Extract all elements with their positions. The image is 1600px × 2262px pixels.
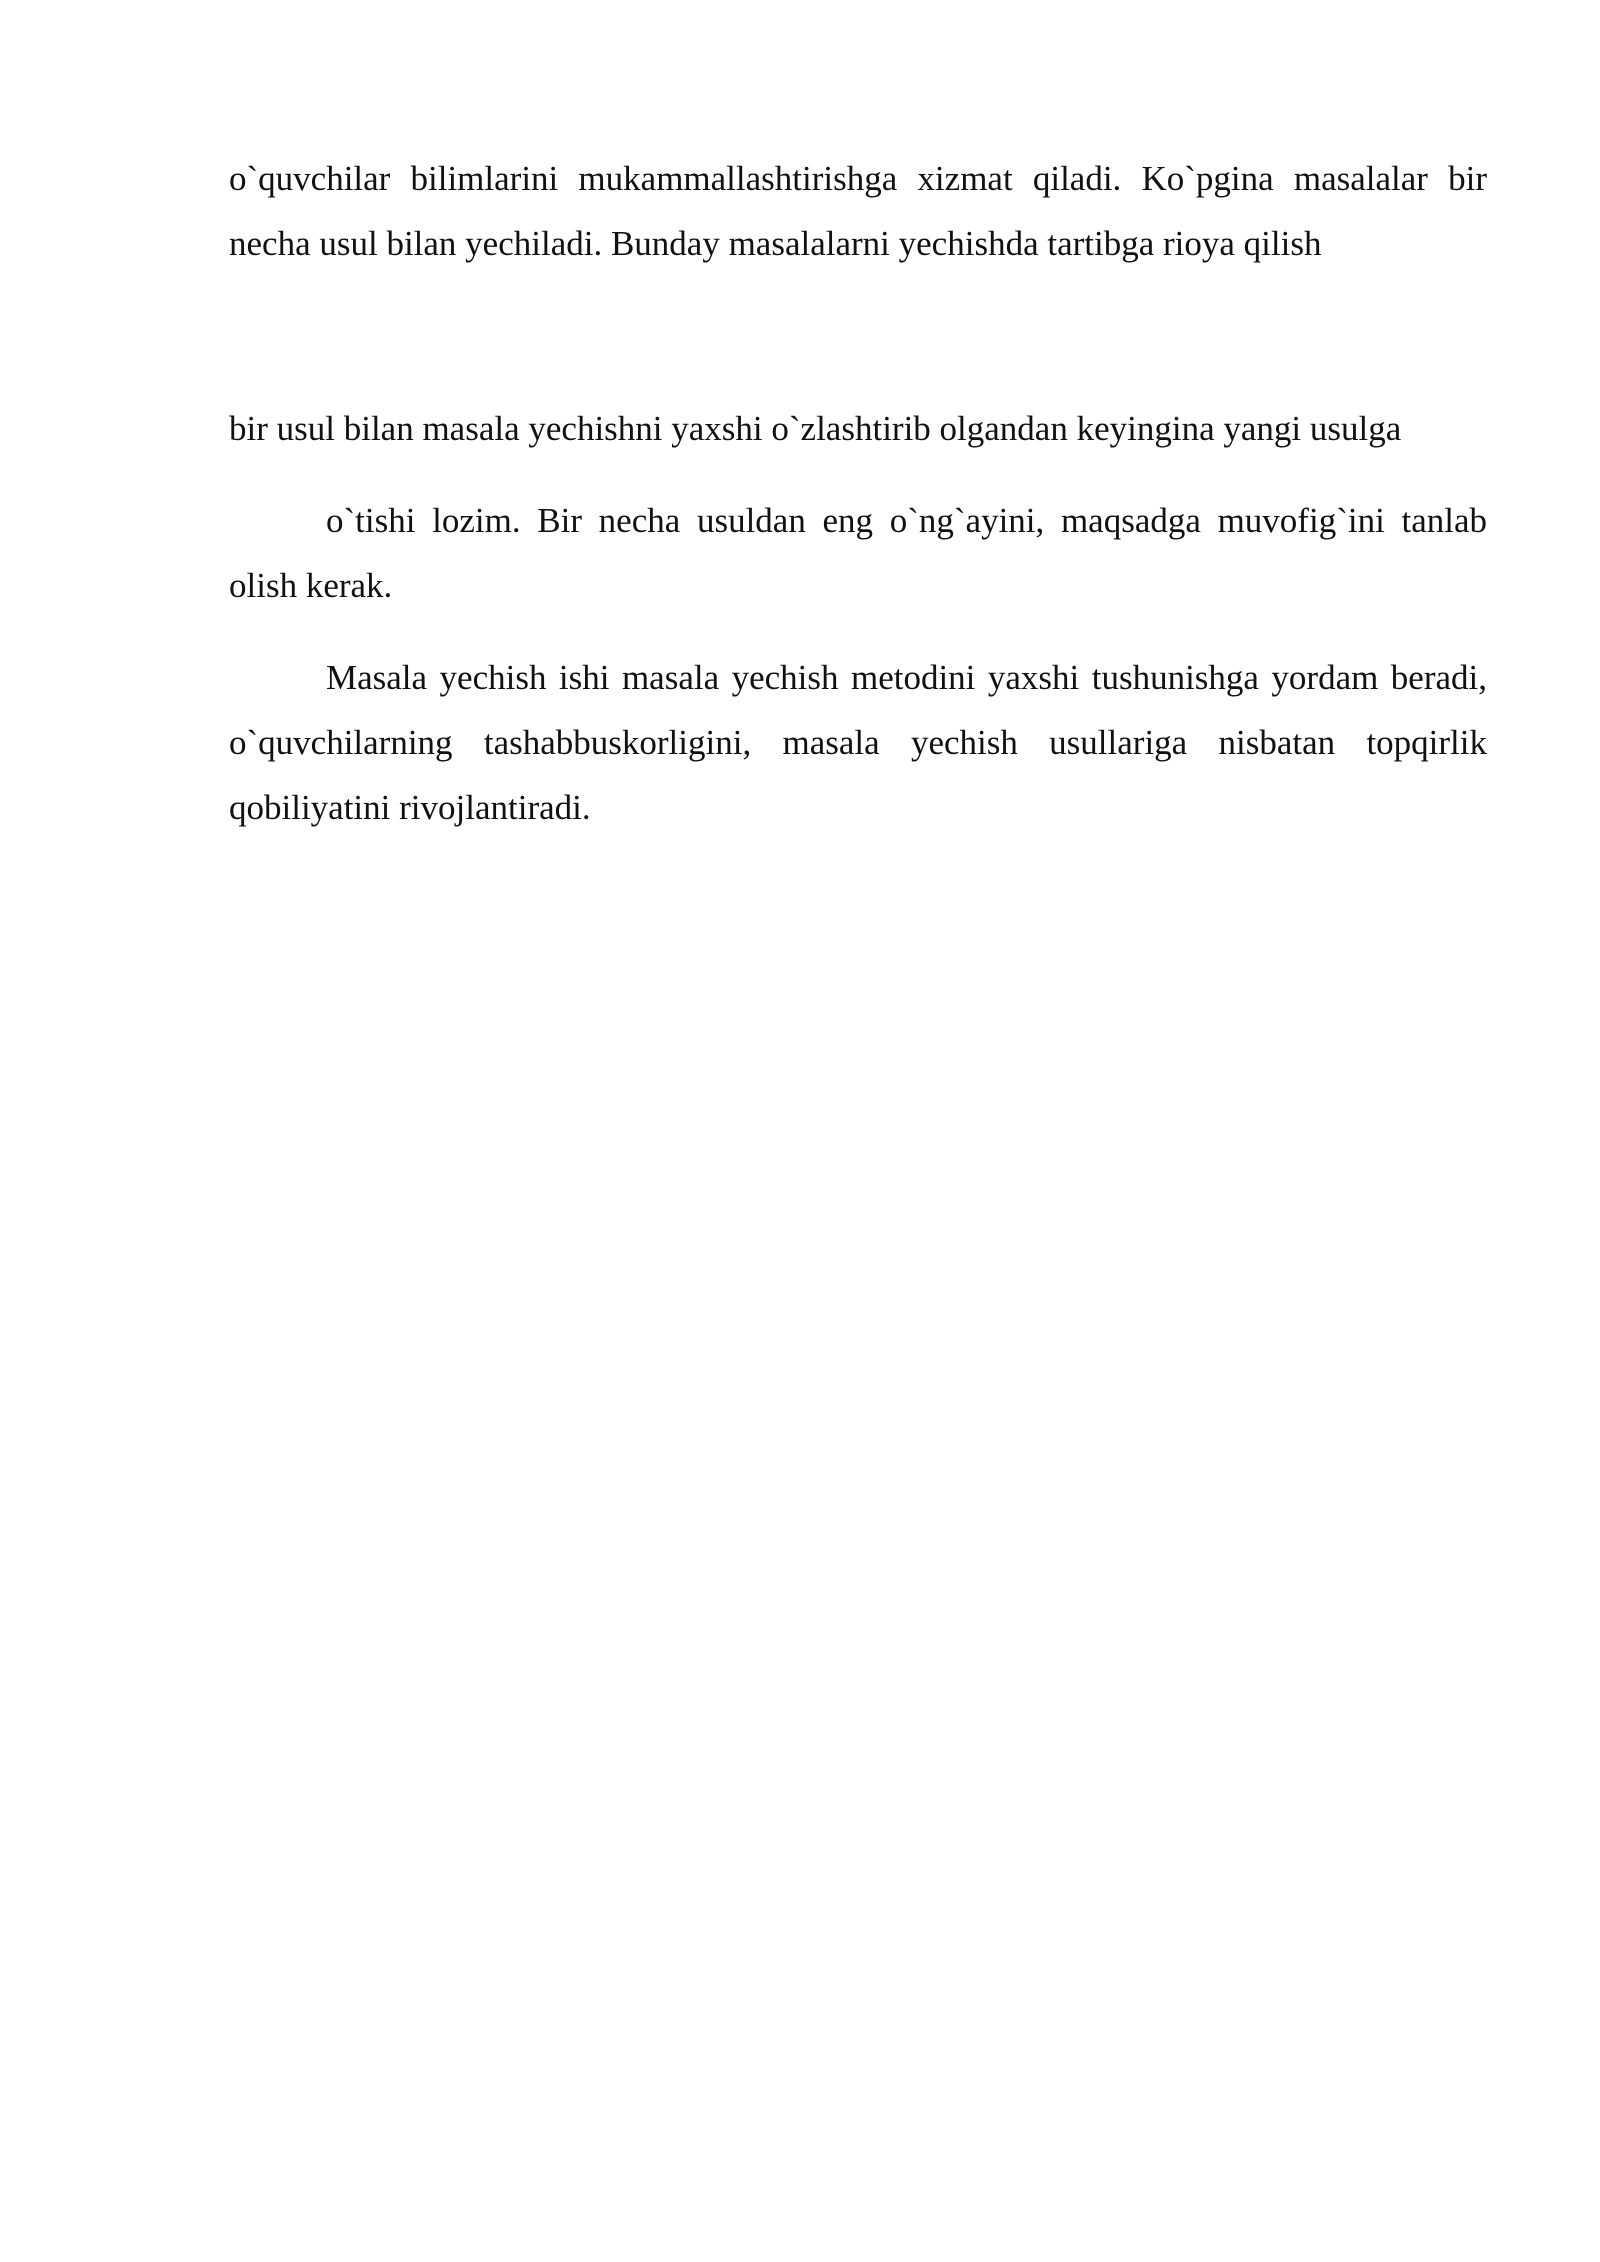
paragraph-2: bir usul bilan masala yechishni yaxshi o`zlashtirib olgandan keyingina yangi usulga bbox=[229, 409, 1402, 448]
paragraph-1: o`quvchilar bilimlarini mukammallashtirishga xizmat qiladi. Ko`pgina masalalar bir necha usul bilan yechiladi. Bunday masalalarni yechishda tartibga rioya qilish bbox=[229, 159, 1487, 263]
document-body bbox=[229, 146, 1487, 840]
paragraph-3: o`tishi lozim. Bir necha usuldan eng o`ng`ayini, maqsadga muvofig`ini tanlab olish kerak. bbox=[229, 501, 1487, 605]
paragraph-4: Masala yechish ishi masala yechish metodini yaxshi tushunishga yordam beradi, o`quvchilarning tashabbuskorligini, masala yechish usullariga nisbatan topqirlik qobiliyatini rivojlantiradi. bbox=[229, 658, 1487, 827]
